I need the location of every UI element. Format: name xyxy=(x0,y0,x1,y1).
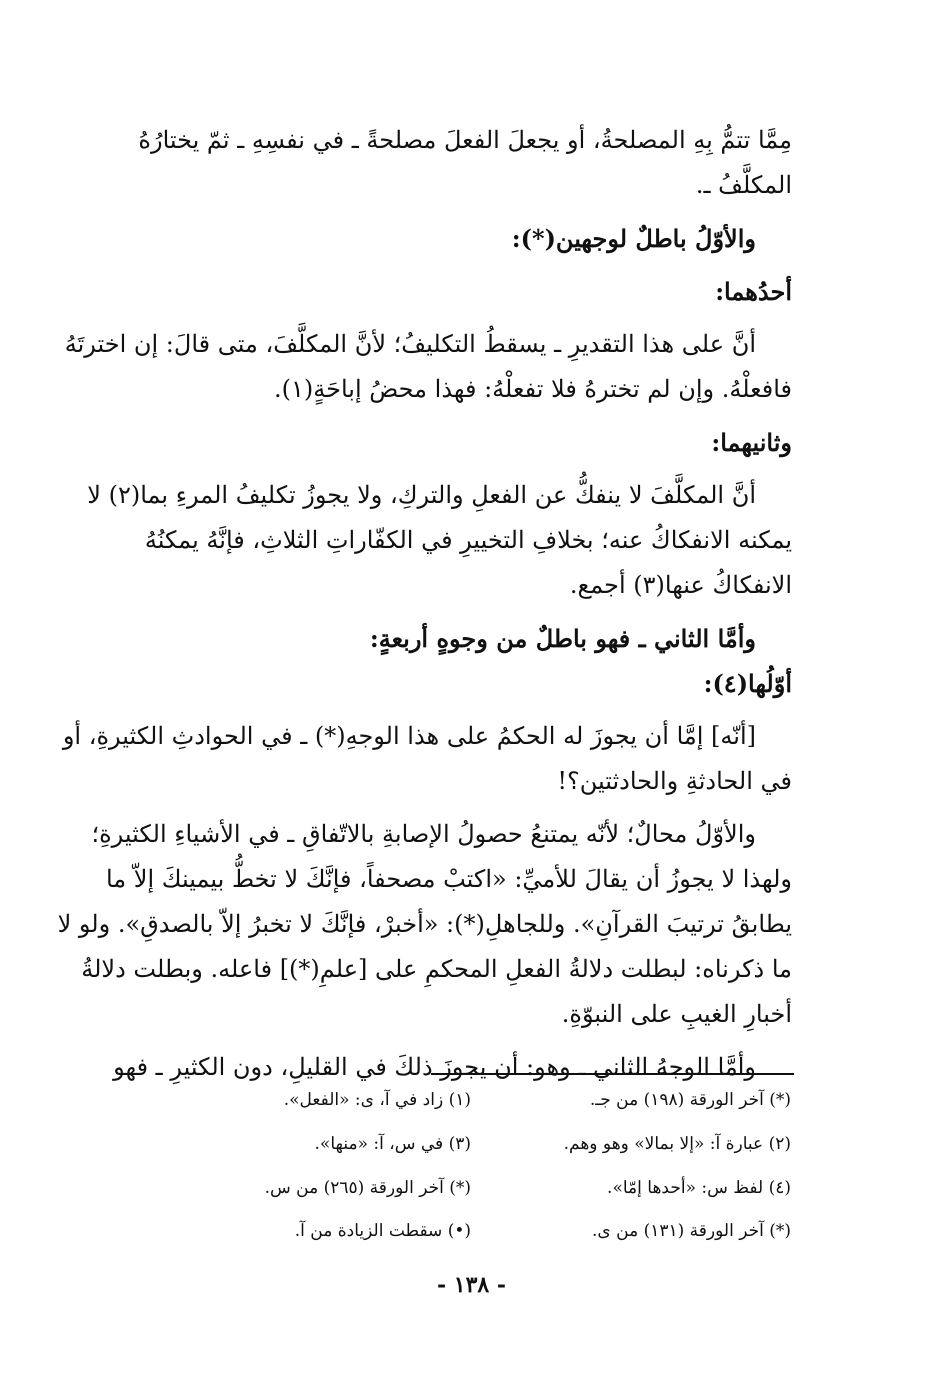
text-line: ولهذا لا يجوزُ أن يقالَ للأميِّ: «اكتبْ مصحفاً، فإنَّكَ لا تخطُّ بيمينكَ إلاّ ما xyxy=(105,865,792,893)
footnote: (٢) عبارة آ: «إلا بمالا» وهو وهم. xyxy=(563,1134,791,1154)
footnote: (٣) في س، آ: «منها». xyxy=(314,1134,471,1154)
heading-line: وثانيهما: xyxy=(711,428,792,457)
main-text xyxy=(57,118,792,1090)
heading-line: أحدُهما: xyxy=(715,277,792,306)
footnote-divider xyxy=(431,1073,794,1075)
footnote: (٤) لفظ س: «أحدها إمّا». xyxy=(607,1178,791,1198)
text-line: أنَّ على هذا التقديرِ ـ يسقطُ التكليفُ؛ لأنَّ المكلَّفَ، متى قالَ: إن اخترتَهُ xyxy=(64,330,756,358)
text-line: والأوّلُ محالٌ؛ لأنّه يمتنعُ حصولُ الإصابةِ بالاتّفاقِ ـ في الأشياءِ الكثيرةِ؛ xyxy=(91,820,756,848)
heading-line: أوّلُها(٤): xyxy=(703,669,792,698)
text-line: [أنّه] إمَّا أن يجوزَ له الحكمُ على هذا الوجهِ(*) ـ في الحوادثِ الكثيرةِ، أو xyxy=(62,722,756,750)
text-line: مِمَّا تتمُّ بِهِ المصلحةُ، أو يجعلَ الفعلَ مصلحةً ـ في نفسِهِ ـ ثمّ يختارُهُ xyxy=(138,126,792,154)
text-line: فافعلْهُ. وإن لم تخترهُ فلا تفعلْهُ: فهذا محضُ إباحَةٍ(١). xyxy=(274,375,792,403)
text-line: الانفكاكُ عنها(٣) أجمع. xyxy=(569,571,792,599)
text-line: أخبارِ الغيبِ على النبوّةِ. xyxy=(561,1000,792,1028)
heading-line: والأوّلُ باطلٌ لوجهين(*): xyxy=(511,224,756,253)
page-number: - ١٣٨ - xyxy=(436,1272,507,1298)
text-line: المكلَّفُ ـ. xyxy=(695,171,792,199)
footnote: (•) سقطت الزيادة من آ. xyxy=(294,1221,471,1241)
heading-line: وأمَّا الثاني ـ فهو باطلٌ من وجوهٍ أربعةٍ: xyxy=(369,624,756,653)
footnote: (*) آخر الورقة (١٩٨) من جـ. xyxy=(589,1090,791,1110)
footnote: (١) زاد في آ، ى: «الفعل». xyxy=(283,1090,471,1110)
footnote: (*) آخر الورقة (١٣١) من ى. xyxy=(592,1221,791,1241)
text-line: يطابقُ ترتيبَ القرآنِ». وللجاهلِ(*): «أخبرْ، فإنَّكَ لا تخبرُ إلاّ بالصدقِ». ولو لا xyxy=(57,910,792,938)
text-line: ما ذكرناه: لبطلت دلالةُ الفعلِ المحكمِ على [علمِ(*)] فاعله. وبطلت دلالةُ xyxy=(81,955,792,983)
text-line: يمكنه الانفكاكُ عنه؛ بخلافِ التخييرِ في الكفّاراتِ الثلاثِ، فإنَّهُ يمكنُهُ xyxy=(144,526,792,554)
footnote: (*) آخر الورقة (٢٦٥) من س. xyxy=(264,1178,471,1198)
text-line: أنَّ المكلَّفَ لا ينفكُّ عن الفعلِ والتركِ، ولا يجوزُ تكليفُ المرءِ بما(٢) لا xyxy=(87,481,756,509)
text-line: وأمَّا الوجهُ الثاني ـ وهو: أن يجوزَ ذلكَ في القليلِ، دون الكثيرِ ـ فهو xyxy=(113,1053,756,1081)
text-line: في الحادثةِ والحادثتين؟! xyxy=(557,767,792,795)
